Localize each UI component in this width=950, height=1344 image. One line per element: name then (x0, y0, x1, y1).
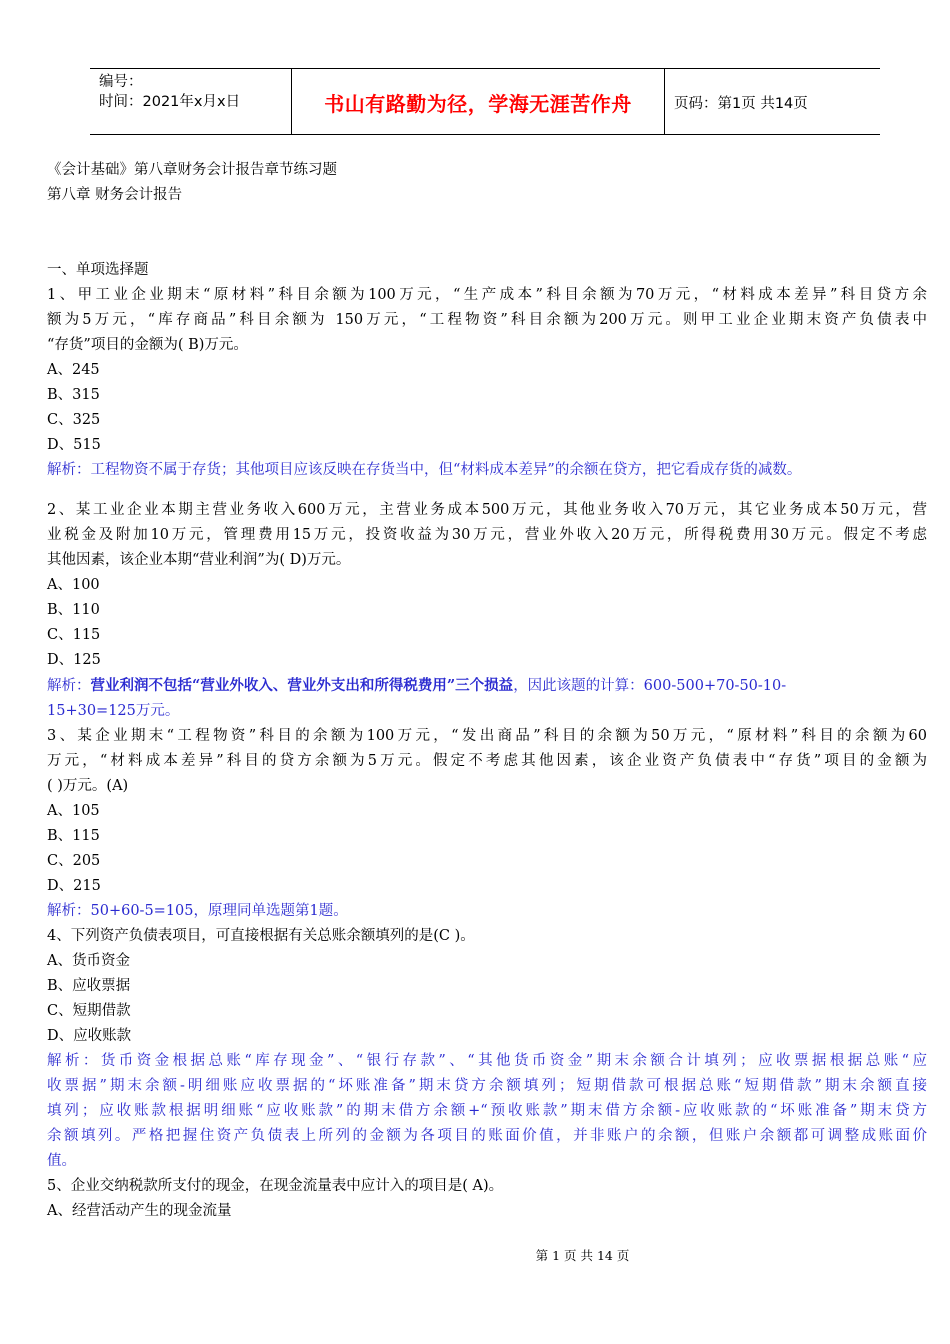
spacer (47, 483, 927, 498)
question-line: 业税金及附加10万元，管理费用15万元，投资收益为30万元，营业外收入20万元，所得税费用30万元。假定不考虑 (47, 527, 927, 543)
question-line: 额为5万元，“库存商品”科目余额为 150万元，“工程物资”科目余额为200万元。则甲工业企业期末资产负债表中 (47, 312, 927, 328)
header-page-label: 页码：第1页 共14页 (674, 95, 808, 112)
analysis: 收票据”期末余额-明细账应收票据的“坏账准备”期末贷方余额填列；短期借款可根据总账“短期借款”期末余额直接 (47, 1078, 927, 1094)
question-line: 其他因素，该企业本期“营业利润”为( D)万元。 (47, 552, 351, 568)
document-body (47, 158, 927, 1224)
question-line: 3、某企业期末“工程物资”科目的余额为100万元，“发出商品”科目的余额为50万元，“原材料”科目的余额为60 (47, 728, 927, 744)
option: B、315 (47, 387, 100, 403)
option: D、215 (47, 878, 101, 894)
analysis: 填列；应收账款根据明细账“应收账款”的期末借方余额+“预收账款”期末借方余额-应收账款的“坏账准备”期末贷方 (47, 1103, 927, 1119)
spacer (47, 208, 927, 258)
analysis: 解析：货币资金根据总账“库存现金”、“银行存款”、“其他货币资金”期末余额合计填列；应收票据根据总账“应 (47, 1053, 927, 1069)
analysis: 解析：工程物资不属于存货；其他项目应该反映在存货当中，但“材料成本差异”的余额在贷方，把它看成存货的减数。 (47, 462, 802, 478)
page-footer (0, 1246, 950, 1264)
analysis (47, 673, 927, 699)
option: B、115 (47, 828, 100, 844)
option: D、125 (47, 652, 101, 668)
section-title: 一、单项选择题 (47, 262, 149, 278)
footer-page-number: 第 1 页 共 14 页 (535, 1248, 630, 1263)
option: A、货币资金 (47, 953, 130, 969)
option: A、105 (47, 803, 100, 819)
option: C、115 (47, 627, 101, 643)
option: C、短期借款 (47, 1003, 131, 1019)
option: D、515 (47, 437, 101, 453)
question-line: 4、下列资产负债表项目，可直接根据有关总账余额填列的是(C )。 (47, 928, 475, 944)
option: D、应收账款 (47, 1028, 132, 1044)
analysis-emphasis: 营业利润不包括“营业外收入、营业外支出和所得税费用”三个损益 (90, 677, 514, 694)
question-line: 5、企业交纳税款所支付的现金，在现金流量表中应计入的项目是( A)。 (47, 1178, 504, 1194)
option: A、经营活动产生的现金流量 (47, 1203, 232, 1219)
analysis-rest: ，因此该题的计算：600-500+70-50-10- (513, 678, 787, 694)
option: A、245 (47, 362, 100, 378)
number-label: 编号： (99, 74, 143, 90)
question-line: ( )万元。(A) (47, 778, 129, 794)
header-info-cell (90, 69, 292, 135)
header-motto: 书山有路勤为径，学海无涯苦作舟 (292, 69, 665, 135)
option: C、205 (47, 853, 101, 869)
analysis: 值。 (47, 1153, 76, 1169)
question-line: 1、甲工业企业期末“原材料”科目余额为100万元，“生产成本”科目余额为70万元，“材料成本差异”科目贷方余 (47, 287, 927, 303)
option: B、110 (47, 602, 100, 618)
question-line: “存货”项目的金额为( B)万元。 (47, 337, 248, 353)
page-header (90, 68, 880, 135)
question-line: 2、某工业企业本期主营业务收入600万元，主营业务成本500万元，其他业务收入70万元，其它业务成本50万元，营 (47, 502, 927, 518)
analysis-prefix: 解析： (47, 678, 91, 694)
chapter-title: 第八章 财务会计报告 (47, 187, 183, 203)
option: A、100 (47, 577, 100, 593)
analysis: 解析：50+60-5=105，原理同单选题第1题。 (47, 903, 348, 919)
time-label: 时间：2021年x月x日 (99, 94, 241, 110)
option: B、应收票据 (47, 978, 131, 994)
analysis: 余额填列。严格把握住资产负债表上所列的金额为各项目的账面价值，并非账户的余额，但账户余额都可调整成账面价 (47, 1128, 927, 1144)
question-line: 万元，“材料成本差异”科目的贷方余额为5万元。假定不考虑其他因素，该企业资产负债表中“存货”项目的金额为 (47, 753, 927, 769)
doc-title: 《会计基础》第八章财务会计报告章节练习题 (47, 162, 337, 178)
analysis: 15+30=125万元。 (47, 703, 180, 719)
option: C、325 (47, 412, 101, 428)
